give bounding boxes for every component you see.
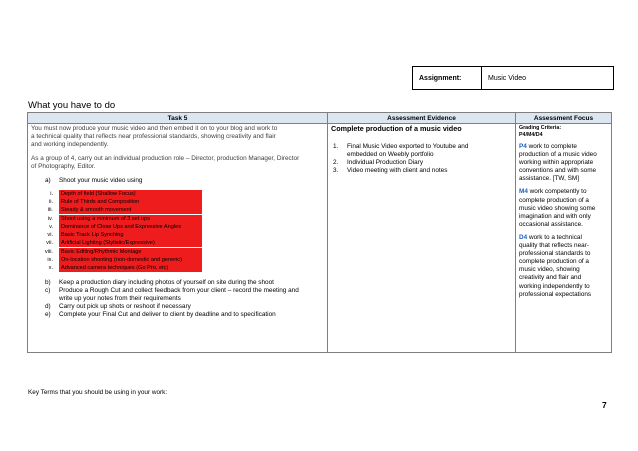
page-number: 7 xyxy=(602,400,607,410)
step-d: d) Carry out pick up shots or reshoot if necessary xyxy=(45,302,191,310)
evidence-item: 2. Individual Production Diary xyxy=(333,159,424,167)
evidence-title: Complete production of a music video xyxy=(331,124,462,133)
focus-m4: M4 work competently to complete production of a music video showing some imagination and with only occasional assistance. xyxy=(519,188,596,228)
requirement-item: vii. Artificial Lighting (Stylistic/Expressive) xyxy=(39,239,324,247)
key-terms-label: Key Terms that you should be using in your work: xyxy=(28,389,168,396)
evidence-item: 1. Final Music Video exported to Youtube and embedded on Weebly portfolio xyxy=(333,143,469,159)
assignment-box xyxy=(412,66,614,90)
step-c: c) Produce a Rough Cut and collect feedback from your client – record the meeting and write up your notes from their requirements xyxy=(45,286,299,302)
step-e: e) Complete your Final Cut and deliver to client by deadline and to specification xyxy=(45,310,276,318)
evidence-list xyxy=(331,143,512,175)
requirement-item: i. Depth of field (Shallow Focus) xyxy=(39,190,324,198)
section-heading: What you have to do xyxy=(28,100,116,111)
task-table xyxy=(27,112,612,353)
shot-requirements-list xyxy=(39,190,324,273)
task-intro: You must now produce your music video and then embed it on to your blog and work to a technical quality that reflects near professional standards, showing creativity and flair and working independently. xyxy=(31,125,278,149)
evidence-cell xyxy=(328,124,516,353)
task-group-role: As a group of 4, carry out an individual production role – Director, production Manager, Director of Photography, Editor. xyxy=(31,155,300,171)
assignment-value: Music Video xyxy=(488,74,527,82)
focus-d4: D4 work to a technical quality that reflects near- professional standards to complete production of a music video, showing creativity and flair and working independently to professional expectations xyxy=(519,233,592,298)
requirement-item: ii. Rule of Thirds and Composition xyxy=(39,198,324,206)
header-task: Task 5 xyxy=(28,113,328,124)
focus-p4: P4 work to complete production of a music video working within appropriate conventions and with some assistance. [TW, SM] xyxy=(519,143,597,183)
requirement-item: x. Advanced camera techniques (Go Pro, etc) xyxy=(39,264,324,272)
header-evidence: Assessment Evidence xyxy=(328,113,516,124)
evidence-item: 3. Video meeting with client and notes xyxy=(333,167,448,175)
requirement-item: vi. Basic Track Lip Synching xyxy=(39,231,324,239)
assignment-label: Assignment: xyxy=(413,67,482,89)
requirement-item: ix. On-location shooting (non-domestic and generic) xyxy=(39,256,324,264)
header-focus: Assessment Focus xyxy=(516,113,612,124)
step-b: b) Keep a production diary including photos of yourself on site during the shoot xyxy=(45,278,274,286)
requirement-item: v. Dominance of Close Ups and Expressive Angles xyxy=(39,223,324,231)
requirement-item: iii. Steady & smooth movement xyxy=(39,206,324,214)
requirement-item: iv. Shoot using a minimum of 3 set ups xyxy=(39,214,324,222)
step-a: a) Shoot your music video using xyxy=(45,177,143,185)
focus-cell xyxy=(516,124,612,353)
grading-criteria-label: Grading Criteria: xyxy=(519,125,562,131)
requirement-item: viii. Basic Editing/Rhythmic Montage xyxy=(39,248,324,256)
task-cell xyxy=(28,124,328,353)
grading-criteria-value: P4/M4/D4 xyxy=(519,131,543,138)
